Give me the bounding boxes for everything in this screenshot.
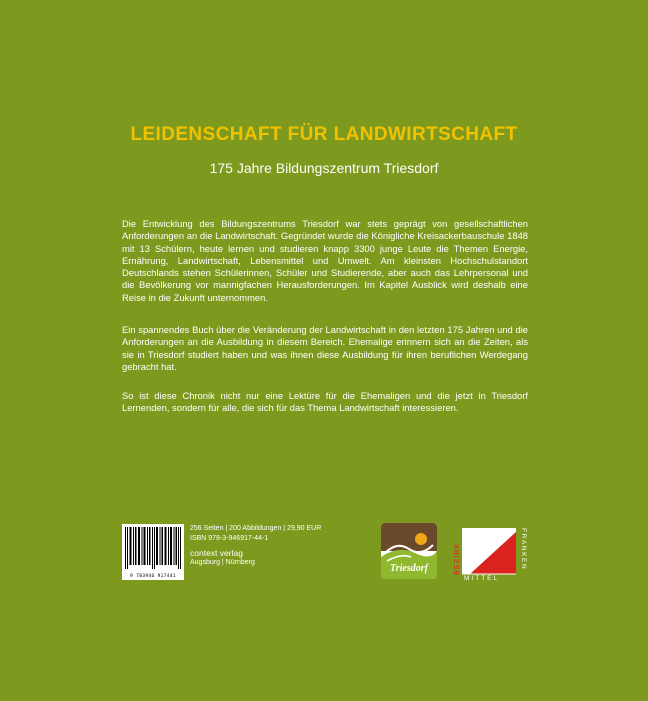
publisher-location: Augsburg | Nürnberg — [190, 559, 255, 566]
cover-subtitle: 175 Jahre Bildungszentrum Triesdorf — [209, 160, 439, 176]
mittel-word: MITTEL — [464, 575, 500, 580]
barcode-bars — [125, 527, 181, 569]
bezirk-word: BEZIRK — [454, 542, 461, 575]
isbn: ISBN 978-3-946917-44-1 — [190, 535, 269, 542]
description-paragraph-3 — [122, 390, 528, 415]
description-paragraph-2 — [122, 324, 528, 373]
book-details: 256 Seiten | 200 Abbildungen | 29,90 EUR — [190, 525, 322, 532]
paragraph-text: Die Entwicklung des Bildungszentrums Triesdorf war stets geprägt von gesellschaftlichen Anforderungen an die Landwirtschaft. Gegründet wurde die Königliche Kreisackerbauschule 1848 mit 13 Schülern, heute lernen und studieren knapp 3300 junge Leute die Themen Energie, Ernährung, Landwirtschaft, Lebensmittel und Umwelt. Am kleinsten Hochschulstandort Deutschlands stehen Schülerinnen, Schüler und Studierende, aber auch das Lehrpersonal und die Bevölkerung vor mannigfachen Herausforderungen. Im Kapitel Ausblick wird deshalb eine Reise in die Zukunft unternommen. — [122, 218, 528, 303]
publisher-name: context verlag — [190, 548, 243, 558]
paragraph-text: Ein spannendes Buch über die Veränderung der Landwirtschaft in den letzten 175 Jahren und die Anforderungen an die Ausbildung in diesem Bereich. Ehemalige erinnern sich an die Zeiten, als sie in Triesdorf studiert haben und was ihnen diese Ausbildung für ihren beruflichen Werdegang gebracht hat. — [122, 324, 528, 372]
bezirk-mittelfranken-logo-icon — [450, 522, 530, 580]
description-paragraph-1 — [122, 218, 528, 304]
triesdorf-logo-icon — [381, 523, 437, 579]
triesdorf-logo-text: Triesdorf — [390, 563, 428, 574]
barcode-icon — [122, 524, 184, 580]
cover-title: LEIDENSCHAFT FÜR LANDWIRTSCHAFT — [130, 124, 518, 145]
franken-word: FRANKEN — [520, 528, 527, 571]
paragraph-text: So ist diese Chronik nicht nur eine Lektüre für die Ehemaligen und die jetzt in Triesdorf Lernenden, sondern für alle, die sich für das Thema Landwirtschaft interessieren. — [122, 390, 528, 414]
publication-info — [190, 524, 321, 568]
barcode-number: 9 783946 917441 — [130, 574, 176, 579]
